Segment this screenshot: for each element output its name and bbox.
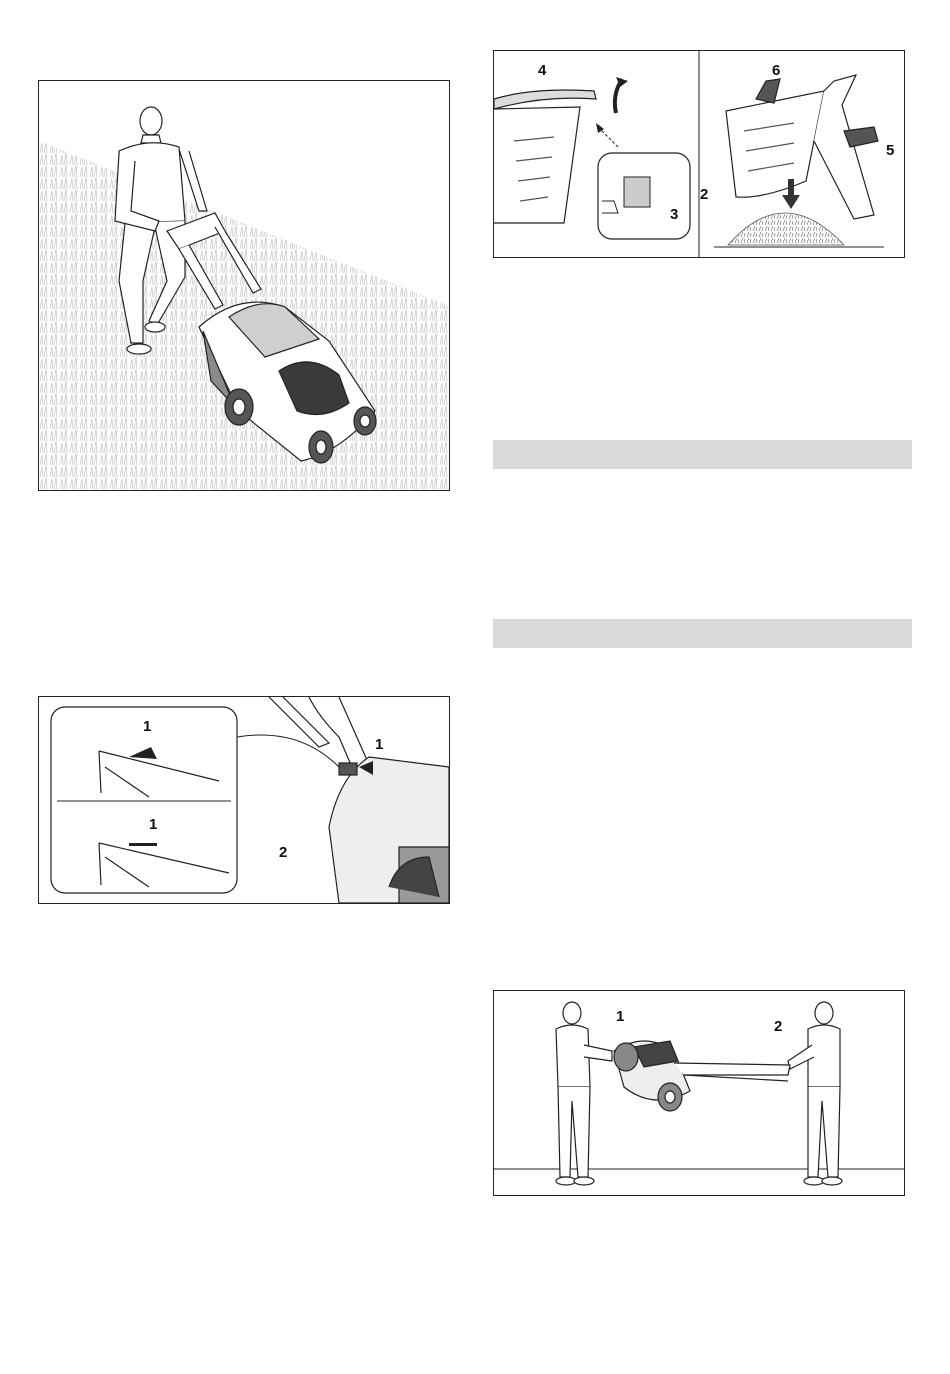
label-3: 3 <box>670 206 679 223</box>
carried-mower <box>614 1041 790 1111</box>
person-left <box>556 1002 612 1185</box>
label-6: 6 <box>772 62 781 79</box>
figure-carrying-mower <box>493 990 905 1196</box>
label-1-main: 1 <box>375 736 384 753</box>
label-1-inset-bottom: 1 <box>149 816 158 833</box>
label-1-inset-top: 1 <box>143 718 152 735</box>
label-2: 2 <box>774 1018 783 1035</box>
indicator-illustration <box>39 697 449 903</box>
label-5: 5 <box>886 142 895 159</box>
mowing-illustration <box>39 81 449 490</box>
label-4: 4 <box>538 62 547 79</box>
detail-inset <box>598 153 690 239</box>
figure-catcher-indicator <box>38 696 450 904</box>
catcher-lid-illustration <box>494 90 596 223</box>
emptying-illustration <box>494 51 904 257</box>
figure-mowing-slope <box>38 80 450 491</box>
section-bar-1 <box>493 440 912 469</box>
label-1: 1 <box>616 1008 625 1025</box>
label-2: 2 <box>700 186 709 203</box>
handle-and-catcher-illustration <box>269 697 449 903</box>
carrying-illustration <box>494 991 904 1195</box>
down-arrow <box>788 179 794 197</box>
catcher-tipping-illustration <box>726 75 878 219</box>
figure-catcher-emptying <box>493 50 905 258</box>
person-right <box>788 1002 842 1185</box>
section-bar-2 <box>493 619 912 648</box>
label-2-main: 2 <box>279 844 288 861</box>
